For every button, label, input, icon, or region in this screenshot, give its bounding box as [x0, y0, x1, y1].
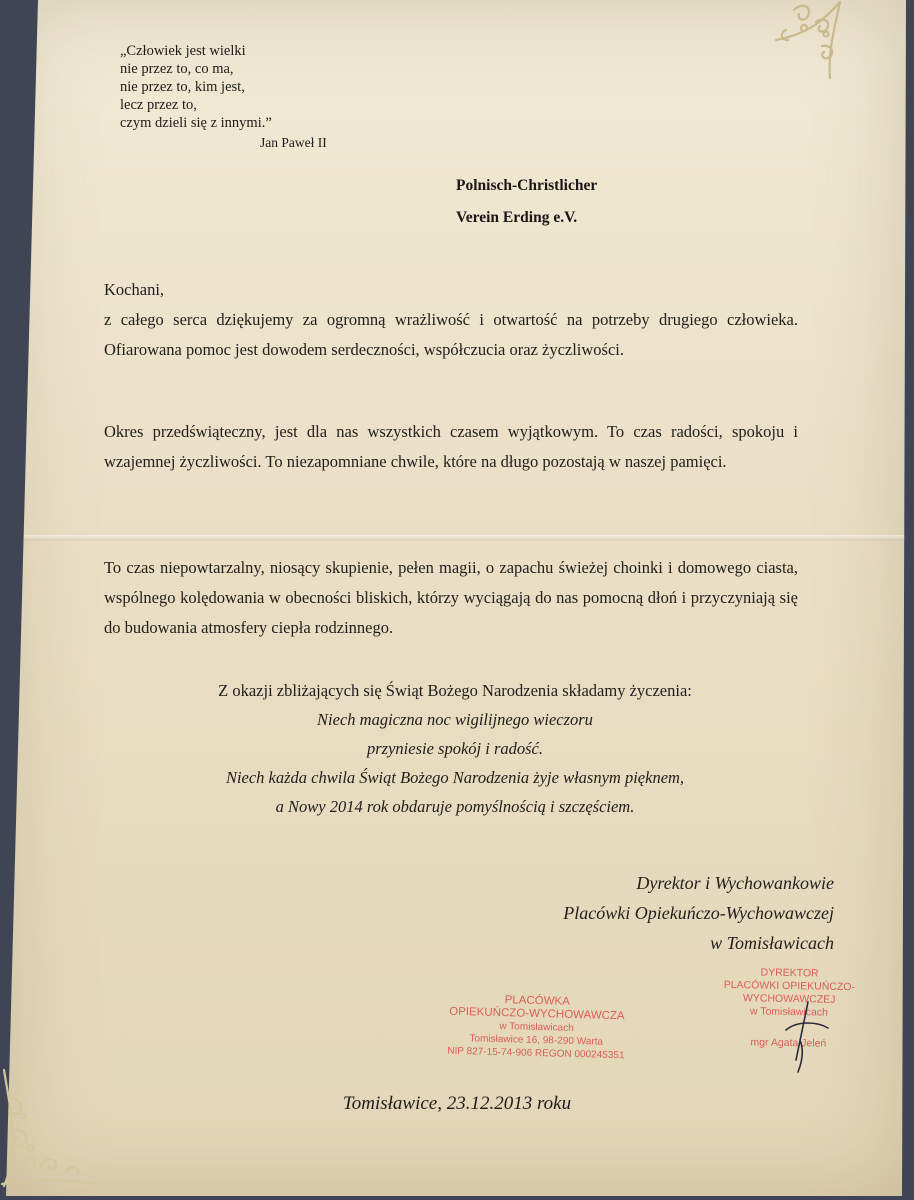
quote-line: nie przez to, kim jest, — [120, 79, 245, 95]
wishes-line: a Nowy 2014 rok obdaruje pomyślnością i szczęściem. — [275, 797, 635, 816]
wishes-line: Niech magiczna noc wigilijnego wieczoru — [317, 710, 593, 729]
stamp-line: w Tomisławicach — [499, 1021, 574, 1034]
letter-greeting: Kochani, — [104, 280, 165, 299]
quote-line: czym dzieli się z innymi.” — [120, 115, 272, 131]
recipient-line: Verein Erding e.V. — [456, 209, 578, 226]
sender-signature-block — [563, 868, 834, 958]
quote-line: lecz przez to, — [120, 97, 197, 113]
place-and-date: Tomisławice, 23.12.2013 roku — [342, 1093, 572, 1114]
handwritten-signature-icon — [778, 1000, 838, 1075]
letter-paragraph-3 — [104, 553, 798, 643]
corner-ornament-icon — [764, 0, 844, 80]
institution-stamp — [447, 993, 626, 1063]
christmas-wishes — [80, 676, 830, 821]
stamp-line: NIP 827-15-74-906 REGON 000245351 — [447, 1045, 625, 1062]
card-fold-line — [6, 535, 906, 541]
sender-line: Placówki Opiekuńczo-Wychowawczej — [563, 903, 834, 923]
stamp-line: OPIEKUŃCZO-WYCHOWAWCZA — [449, 1005, 625, 1023]
letter-paragraph-2 — [104, 417, 798, 477]
stamp-line: Tomisławice 16, 98-290 Warta — [469, 1033, 604, 1048]
wishes-line: przyniesie spokój i radość. — [367, 739, 543, 758]
sender-line: Dyrektor i Wychowankowie — [636, 873, 834, 893]
wishes-line: Niech każda chwila Świąt Bożego Narodzenia żyje własnym pięknem, — [225, 768, 685, 787]
quote-line: „Człowiek jest wielki — [120, 43, 246, 59]
letter-paragraph-1 — [104, 275, 798, 365]
quote-line: nie przez to, co ma, — [120, 61, 234, 77]
letter-text: To czas niepowtarzalny, niosący skupienie, pełen magii, o zapachu świeżej choinki i domowego ciasta, wspólnego kolędowania w obecności bliskich, którzy wyciągają do nas pomocną dłoń i przyczyniają się do budowania atmosfery ciepła rodzinnego. — [104, 558, 798, 637]
corner-ornament-icon — [0, 1068, 100, 1188]
motto-quote — [120, 42, 327, 152]
stamp-line: PLACÓWKI OPIEKUŃCZO-WYCHOWAWCZEJ — [723, 978, 856, 1006]
sender-line: w Tomisławicach — [710, 933, 834, 953]
stamp-line: DYREKTOR — [760, 966, 819, 980]
letter-text: z całego serca dziękujemy za ogromną wrażliwość i otwartość na potrzeby drugiego człowieka. Ofiarowana pomoc jest dowodem serdeczności, współczucia oraz życzliwości. — [104, 310, 798, 359]
recipient-block — [456, 170, 597, 234]
recipient-line: Polnisch-Christlicher — [456, 177, 598, 194]
stamp-line: w Tomisławicach — [749, 1005, 829, 1019]
letter-text: Okres przedświąteczny, jest dla nas wszystkich czasem wyjątkowym. To czas radości, spokoju i wzajemnej życzliwości. To niezapomniane chwile, które na długo pozostają w naszej pamięci. — [104, 422, 798, 471]
wishes-intro: Z okazji zbliżających się Świąt Bożego Narodzenia składamy życzenia: — [218, 681, 692, 700]
stamp-line: mgr Agata Jeleń — [750, 1036, 827, 1050]
stamp-line: PLACÓWKA — [504, 994, 571, 1008]
quote-author: Jan Paweł II — [260, 135, 327, 150]
